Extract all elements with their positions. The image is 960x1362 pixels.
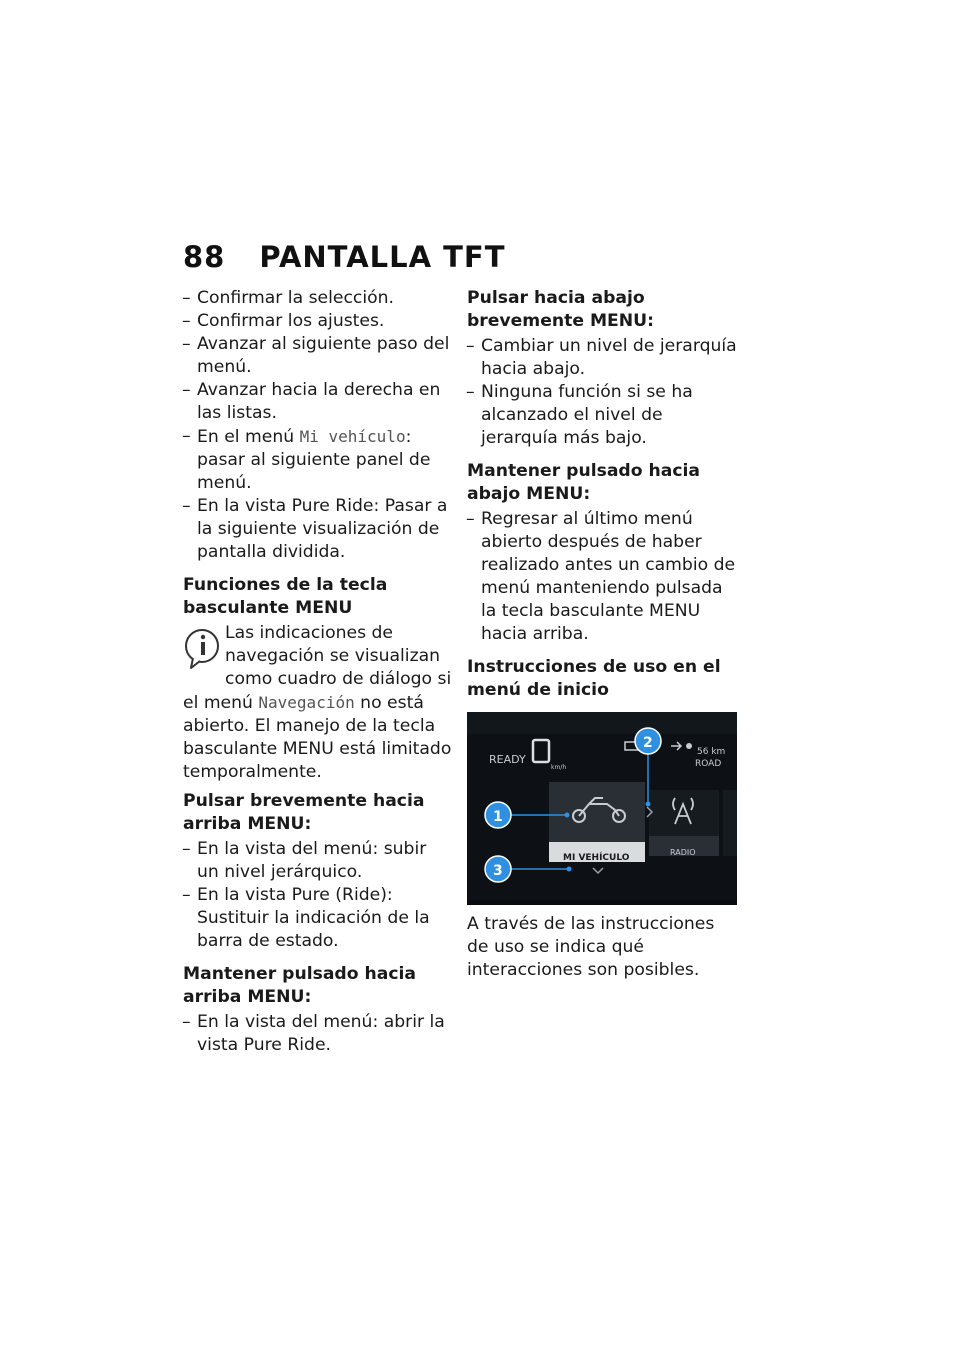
info-note xyxy=(183,622,453,784)
section-heading: Funciones de la tecla basculante MENU xyxy=(183,575,388,618)
page-number: 88 xyxy=(183,240,226,274)
section-heading: Instrucciones de uso en el menú de inicio xyxy=(467,657,721,700)
list-item: – Avanzar al siguiente paso del menú. xyxy=(183,333,453,379)
left-column xyxy=(183,287,453,1057)
page-header xyxy=(183,240,506,274)
note-text-pre: Las indicaciones de navegación se visualizan como cuadro de diálogo si el menú xyxy=(183,623,452,713)
section-heading: Pulsar hacia abajo brevemente MENU: xyxy=(467,288,655,331)
marker-2-label: 2 xyxy=(643,735,653,751)
list-item: – En la vista del menú: abrir la vista Pure Ride. xyxy=(183,1011,453,1057)
list-item: – En la vista del menú: subir un nivel jerárquico. xyxy=(183,838,453,884)
navigation-menu-code: Navegación xyxy=(258,693,355,712)
ready-label: READY xyxy=(489,753,526,766)
hold-up-list xyxy=(183,1011,453,1057)
list-item xyxy=(183,425,453,495)
marker-3-label: 3 xyxy=(493,863,503,879)
list-item: – En la vista Pure (Ride): Sustituir la indicación de la barra de estado. xyxy=(183,884,453,953)
tft-screen-figure xyxy=(467,712,737,905)
note-text xyxy=(183,622,453,784)
list-item: – Confirmar los ajustes. xyxy=(183,310,453,333)
list-item: – Avanzar hacia la derecha en las listas. xyxy=(183,379,453,425)
speed-unit: km/h xyxy=(551,764,567,771)
menu-name-code: Mi vehículo xyxy=(299,427,406,446)
list-item: – Regresar al último menú abierto después de haber realizado antes un cambio de menú manteniendo pulsada la tecla basculante MENU hacia arriba. xyxy=(467,508,739,646)
menu-item-post: : pasar al siguiente panel de menú. xyxy=(197,427,431,493)
mode-value: ROAD xyxy=(695,759,722,769)
menu-item-pre: En el menú xyxy=(197,427,300,447)
tile-radio-label: RADIO xyxy=(670,848,696,857)
right-column xyxy=(467,287,739,982)
page-title: PANTALLA TFT xyxy=(259,240,506,274)
short-up-list xyxy=(183,838,453,953)
tile-vehicle-label: MI VEHÍCULO xyxy=(563,853,630,863)
section-heading: Mantener pulsado hacia abajo MENU: xyxy=(467,461,701,504)
range-value: 56 km xyxy=(697,747,726,757)
marker-1-label: 1 xyxy=(493,809,503,825)
list-item: – Confirmar la selección. xyxy=(183,287,453,310)
section-heading: Pulsar brevemente hacia arriba MENU: xyxy=(183,791,425,834)
short-down-list xyxy=(467,335,739,450)
section-heading: Mantener pulsado hacia arriba MENU: xyxy=(183,964,417,1007)
speed-value xyxy=(537,742,538,765)
note-text-post: no está abierto. El manejo de la tecla basculante MENU está limitado temporalmente. xyxy=(183,693,452,782)
list-item: – Cambiar un nivel de jerarquía hacia abajo. xyxy=(467,335,739,381)
hold-down-list xyxy=(467,508,739,646)
list-item: – En la vista Pure Ride: Pasar a la siguiente visualización de pantalla dividida. xyxy=(183,495,453,564)
left-list-top xyxy=(183,287,453,564)
list-item: – Ninguna función si se ha alcanzado el nivel de jerarquía más bajo. xyxy=(467,381,739,450)
info-icon xyxy=(183,626,221,672)
figure-caption: A través de las instrucciones de uso se indica qué interacciones son posibles. xyxy=(467,914,715,980)
